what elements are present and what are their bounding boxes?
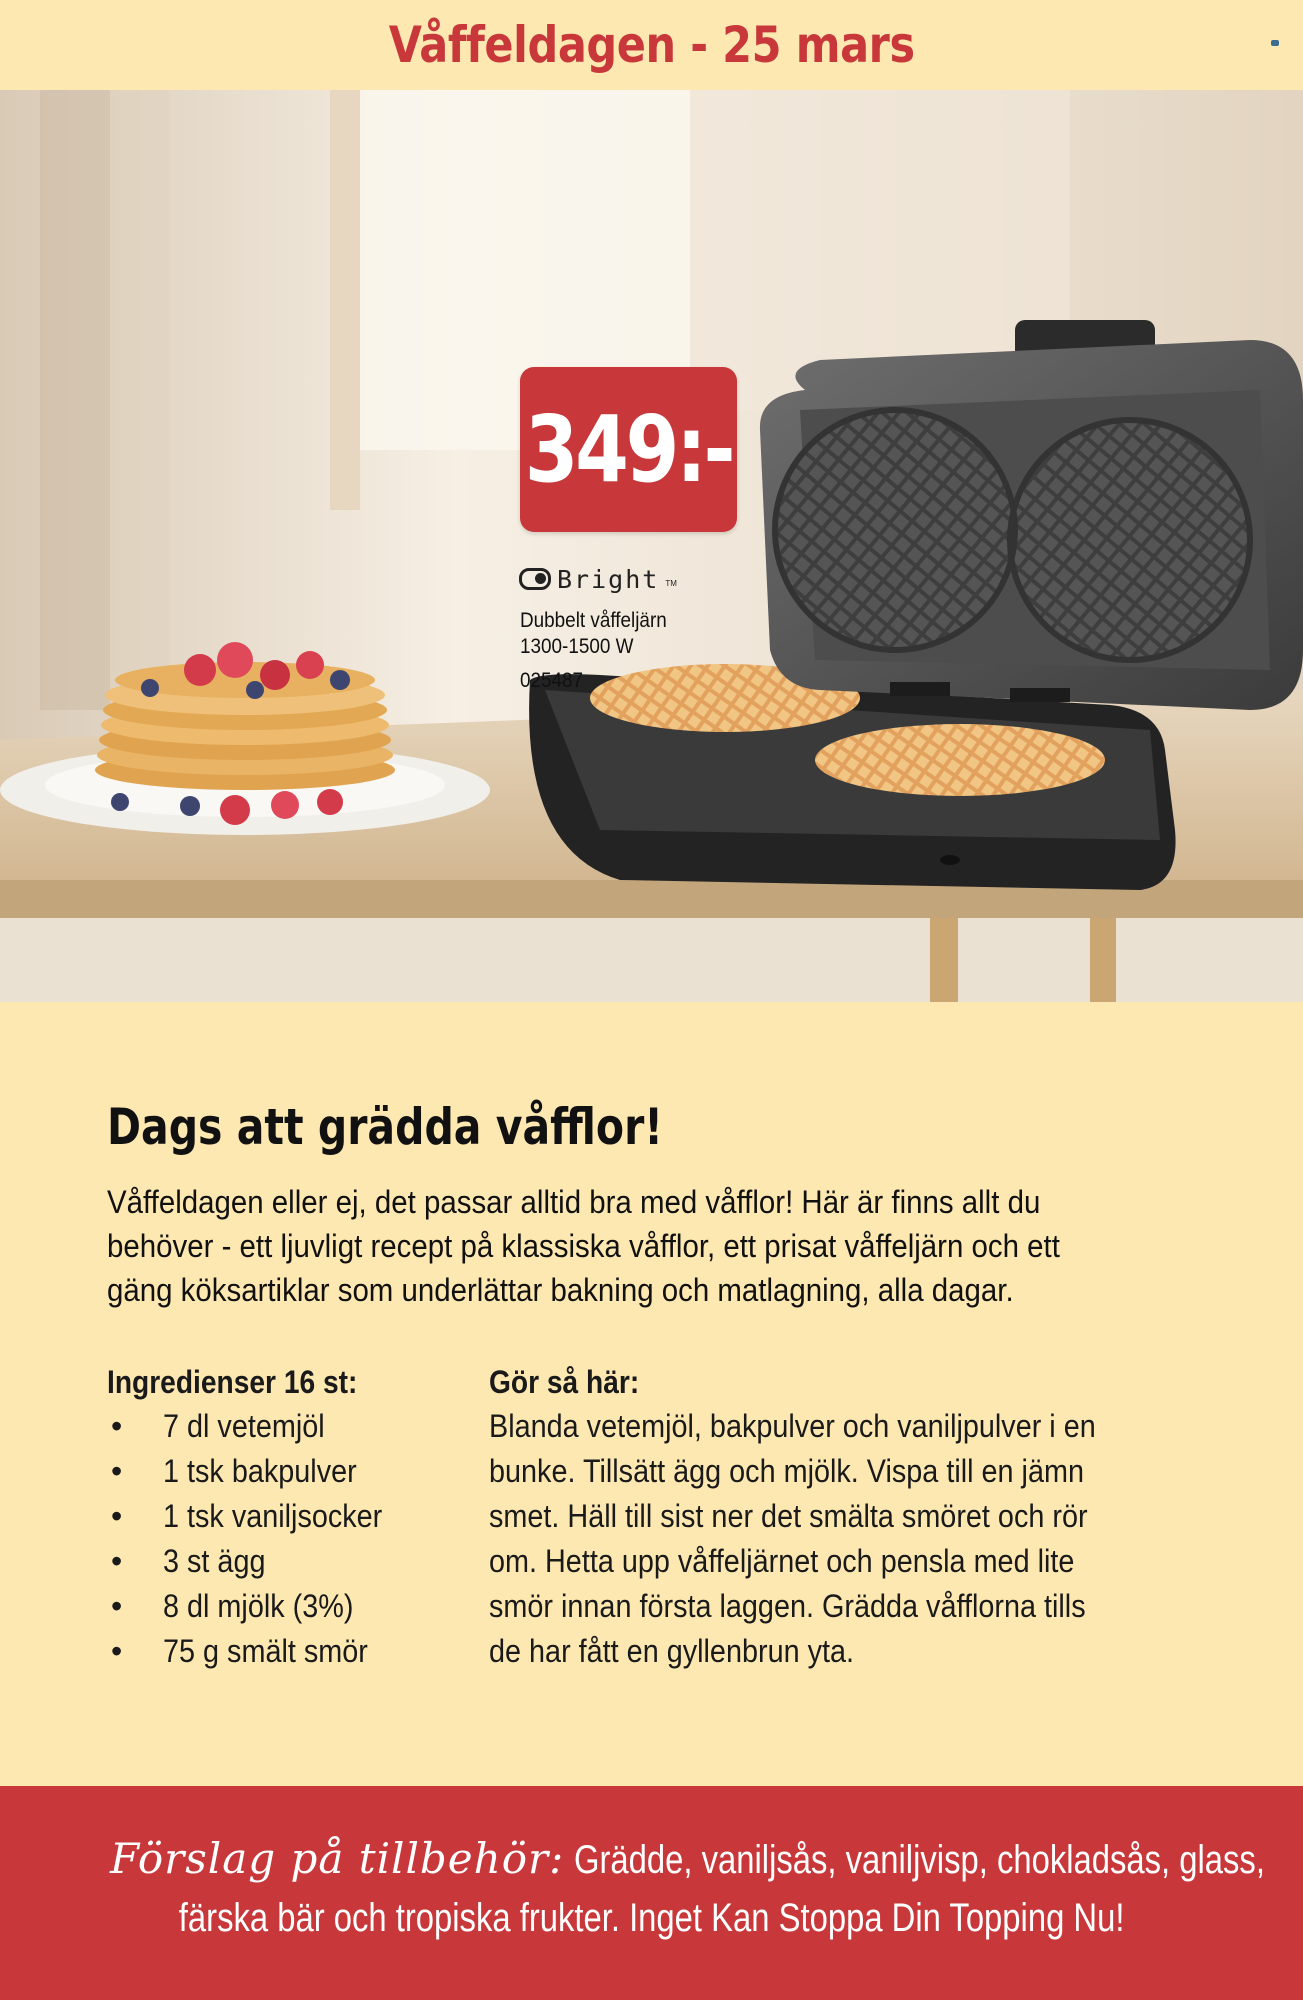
ingredient-text: 3 st ägg [163,1543,266,1579]
ingredients-heading: Ingredienser 16 st: [107,1364,358,1400]
method-line: smet. Häll till sist ner det smälta smöret och rör [489,1498,1088,1534]
footer-script-label: Förslag på tillbehör: [110,1834,565,1883]
footer-banner [0,1786,1303,2000]
product-info [520,608,683,694]
method-line: om. Hetta upp våffeljärnet och pensla med lite [489,1543,1075,1579]
article-title: Dags att grädda våfflor! [107,1098,663,1156]
footer-text: färska bär och tropiska frukter. Inget Kan Stoppa Din Topping Nu! [178,1896,1125,1940]
price-label: 349:- [524,396,733,503]
bullet-icon: • [111,1498,123,1534]
product-power: 1300-1500 W [520,635,634,658]
list-item [107,1584,467,1629]
ingredient-text: 8 dl mjölk (3%) [163,1588,354,1624]
list-item [107,1404,467,1449]
bullet-icon: • [111,1633,123,1669]
list-item [107,1449,467,1494]
waffle-maker-illustration [0,90,1303,1002]
product-photo [0,90,1303,1002]
method-heading: Gör så här: [489,1364,640,1400]
method-line: bunke. Tillsätt ägg och mjölk. Vispa till en jämn [489,1453,1084,1489]
bright-logo-icon [519,568,551,590]
ingredient-text: 1 tsk bakpulver [163,1453,357,1489]
footer-text: Grädde, vaniljsås, vaniljvisp, chokladsås, glass, [574,1838,1266,1882]
list-item [107,1539,467,1584]
intro-line: gäng köksartiklar som underlättar bakning och matlagning, alla dagar. [107,1272,1014,1308]
page-title: Våffeldagen - 25 mars [388,16,915,74]
product-name: Dubbelt våffeljärn [520,609,667,632]
ingredients-list [107,1404,467,1674]
page-header [0,0,1303,90]
bullet-icon: • [111,1588,123,1624]
method-line: smör innan första laggen. Grädda våfflorna tills [489,1588,1086,1624]
list-item [107,1629,467,1674]
ingredient-text: 1 tsk vaniljsocker [163,1498,383,1534]
article-intro [107,1180,1257,1312]
product-code: 025487 [520,669,584,692]
intro-line: Våffeldagen eller ej, det passar alltid bra med våfflor! Här är finns allt du [107,1184,1041,1220]
footer-line-1 [110,1834,1303,1883]
brand-logo [519,564,677,594]
price-badge [520,367,737,532]
footer-line-2 [0,1896,1303,1941]
method-section [489,1360,1269,1674]
trademark-mark: TM [665,579,677,588]
corner-mark [1271,40,1279,46]
brand-name: Bright [557,564,660,594]
bullet-icon: • [111,1543,123,1579]
list-item [107,1494,467,1539]
method-line: de har fått en gyllenbrun yta. [489,1633,855,1669]
intro-line: behöver - ett ljuvligt recept på klassiska våfflor, ett prisat våffeljärn och ett [107,1228,1060,1264]
method-line: Blanda vetemjöl, bakpulver och vaniljpulver i en [489,1408,1096,1444]
ingredients-section [107,1360,467,1674]
bullet-icon: • [111,1453,123,1489]
bullet-icon: • [111,1408,123,1444]
ingredient-text: 75 g smält smör [163,1633,368,1669]
ingredient-text: 7 dl vetemjöl [163,1408,325,1444]
